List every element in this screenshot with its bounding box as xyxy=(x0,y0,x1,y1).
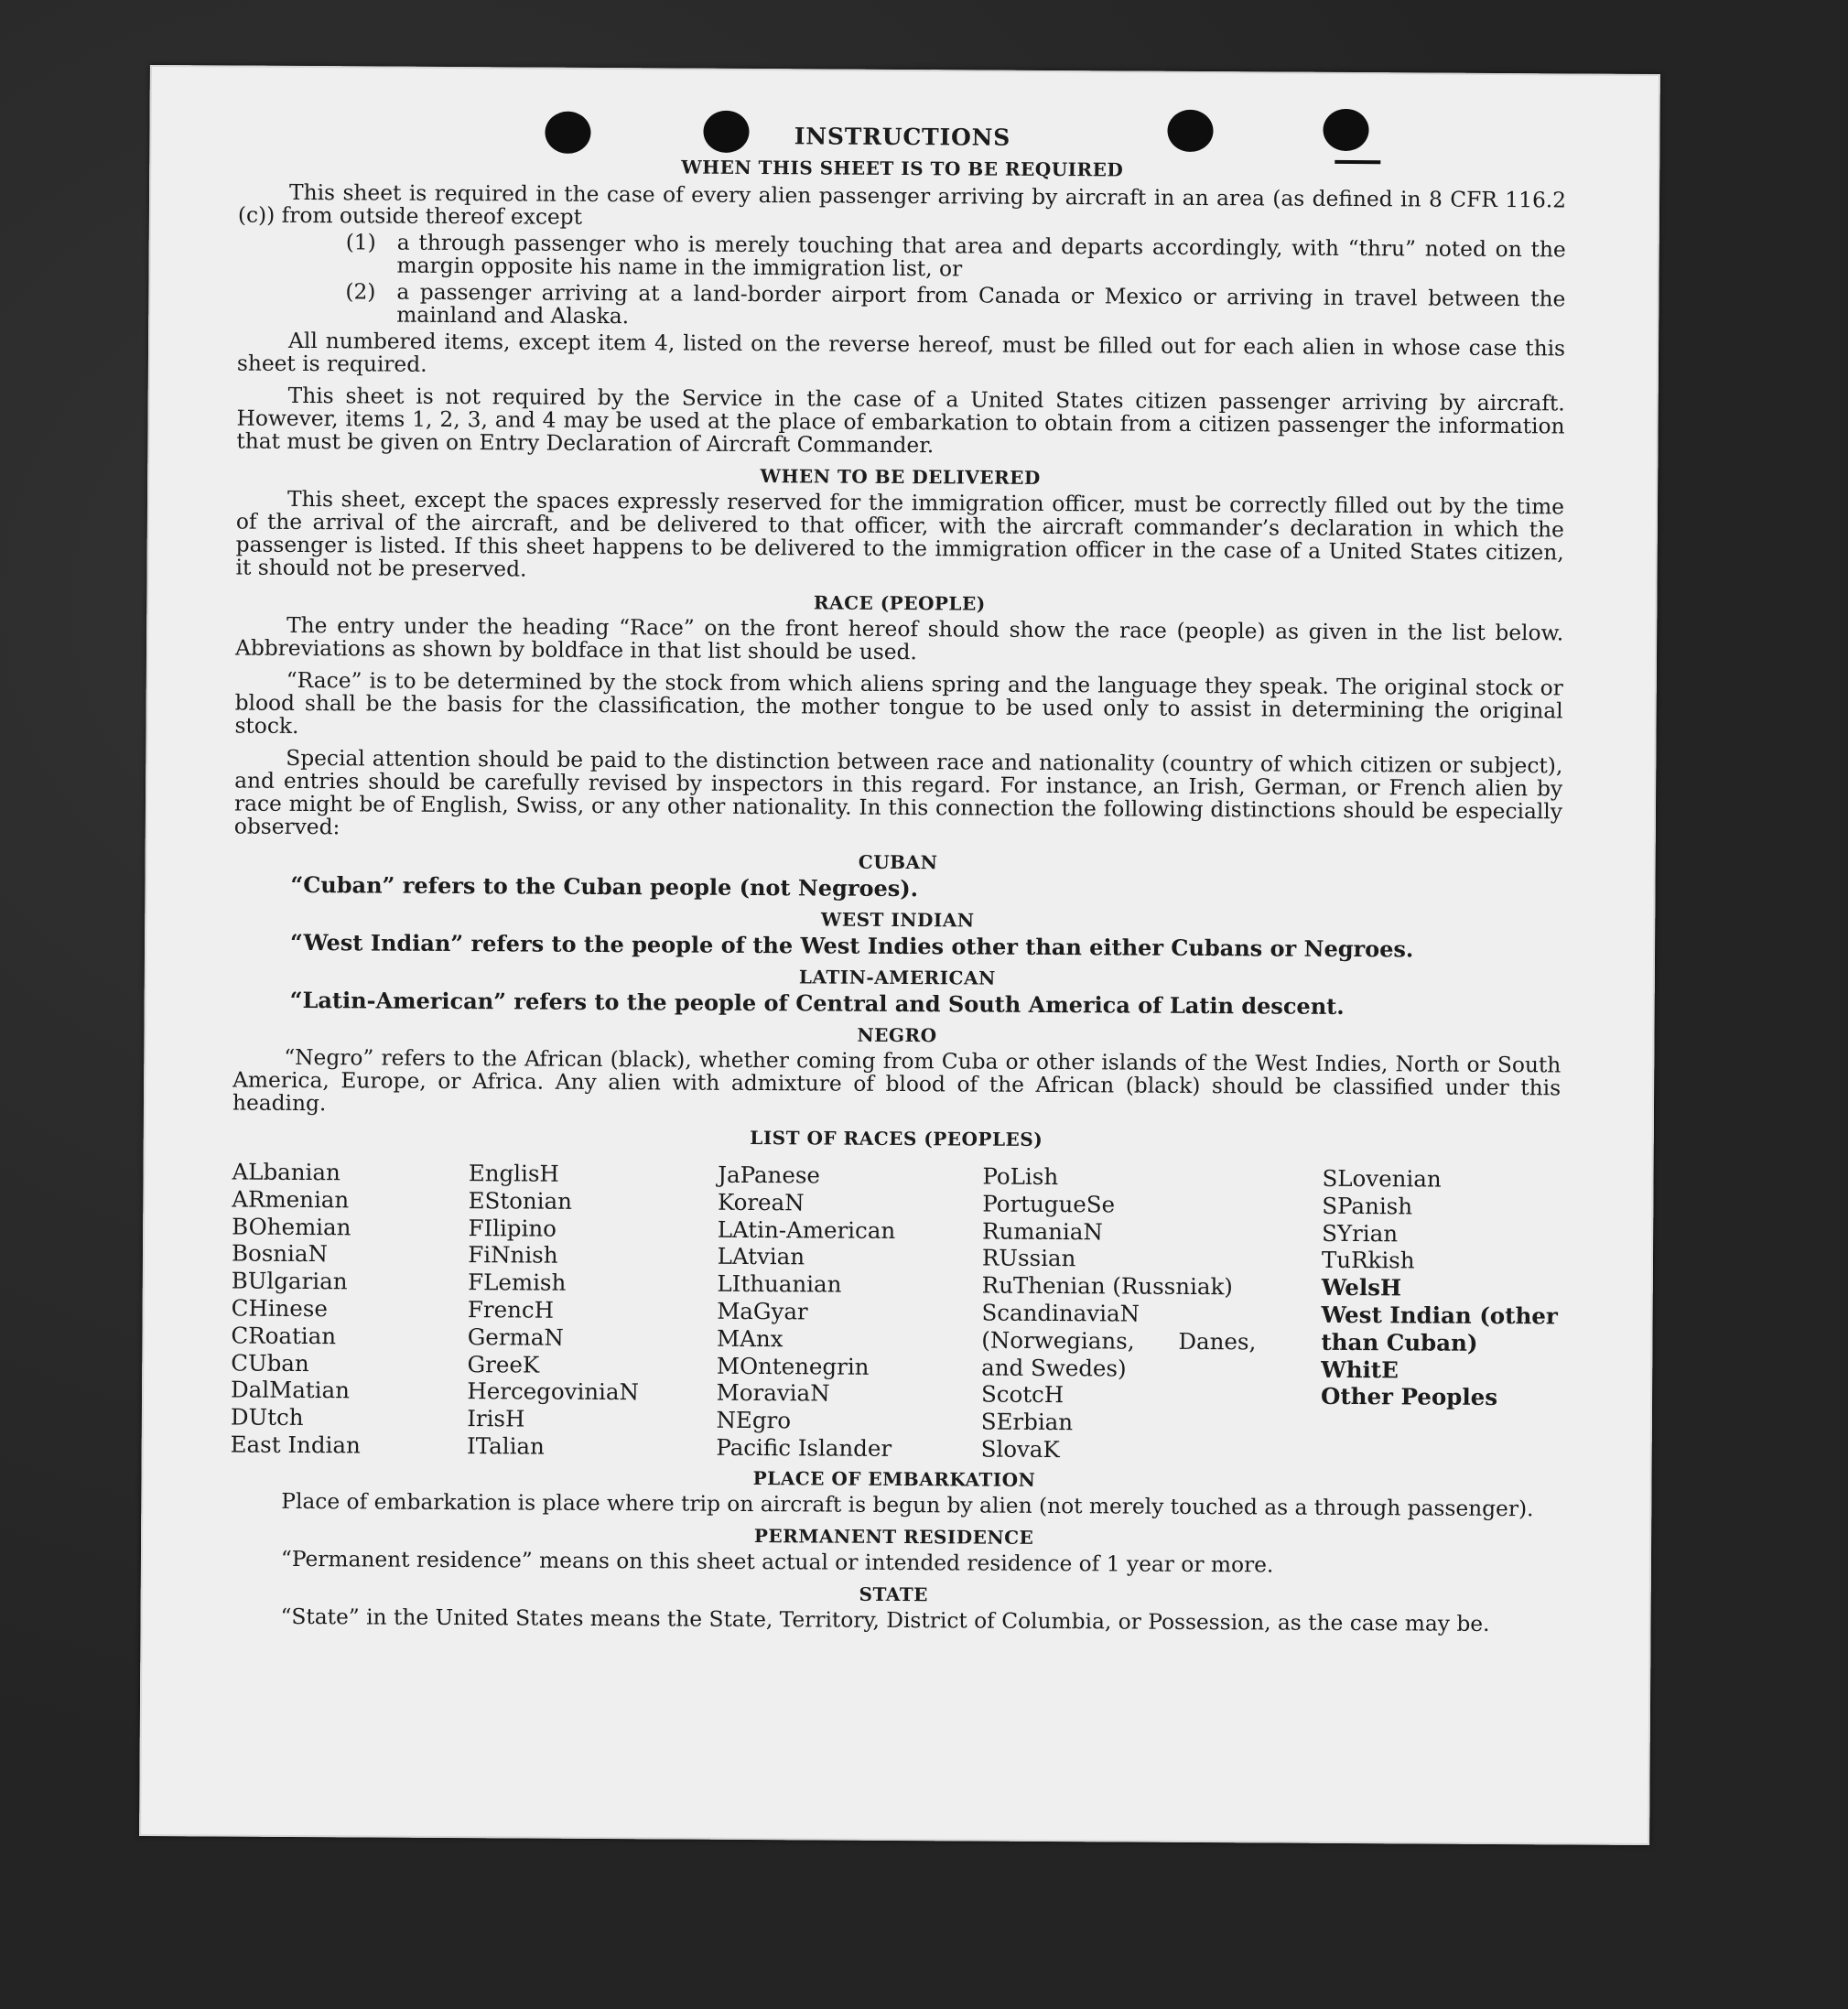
race-column-2 xyxy=(467,1160,718,1461)
race-item: CRoatian xyxy=(231,1322,337,1350)
race-item: LAtin-American xyxy=(717,1215,896,1244)
document-page xyxy=(139,65,1660,1845)
race-item: MAnx xyxy=(717,1324,784,1353)
race-item: Pacific Islander xyxy=(716,1433,892,1462)
race-item: ITalian xyxy=(466,1432,545,1460)
list-number: (1) xyxy=(345,230,376,255)
race-item: PortugueSe xyxy=(982,1190,1116,1218)
race-item: ScotcH xyxy=(980,1380,1064,1409)
race-item: EStonian xyxy=(468,1186,573,1215)
section-heading-embarkation: PLACE OF EMBARKATION xyxy=(752,1466,1036,1491)
section-heading-negro: NEGRO xyxy=(857,1023,937,1047)
race-item: SYrian xyxy=(1322,1219,1399,1247)
race-item: JaPanese xyxy=(718,1161,821,1189)
list-text: a passenger arriving at a land-border airport from Canada or Mexico or arriving in travel between the mainland and Alaska. xyxy=(396,279,1566,329)
race-column-3 xyxy=(716,1161,982,1464)
paragraph: This sheet is required in the case of every alien passenger arriving by aircraft in an area (as defined in 8 CFR 116.2 (c)) from outside thereof except xyxy=(237,179,1567,230)
race-item: CUban xyxy=(231,1349,309,1377)
race-item: East Indian xyxy=(230,1431,361,1459)
paragraph: The entry under the heading “Race” on the front hereof should show the race (people) as given in the list below. Abbreviations as shown by boldface in that list should be used. xyxy=(234,612,1564,665)
paragraph: “Negro” refers to the African (black), whether coming from Cuba or other islands of the West Indies, North or South America, Europe, or Africa. Any alien with admixture of blood of the African (black) should be classified under this heading. xyxy=(232,1044,1562,1117)
race-item: EnglisH xyxy=(468,1160,559,1187)
page-title: INSTRUCTIONS xyxy=(794,123,1011,151)
race-item: FrencH xyxy=(467,1296,555,1323)
race-item: WelsH xyxy=(1321,1274,1402,1302)
race-item: LAtvian xyxy=(717,1243,805,1270)
race-item: TuRkish xyxy=(1321,1247,1415,1274)
race-column-5 xyxy=(1321,1165,1561,1466)
section-heading-race: RACE (PEOPLE) xyxy=(813,591,986,615)
race-item: ALbanian xyxy=(232,1158,340,1186)
race-item: WhitE xyxy=(1321,1356,1399,1383)
paragraph: Special attention should be paid to the distinction between race and nationality (country of which citizen or subject), and entries should be carefully revised by inspectors in this regard. For instance, an Irish, German, or French alien by race might be of English, Swiss, or any other nationality. In this connection the following distinctions should be especially observed: xyxy=(233,745,1563,840)
race-item: GreeK xyxy=(467,1350,540,1378)
race-item: MOntenegrin xyxy=(716,1352,870,1380)
race-item: Other Peoples xyxy=(1320,1383,1498,1411)
section-heading-residence: PERMANENT RESIDENCE xyxy=(753,1524,1034,1549)
paragraph: Place of embarkation is place where trip on aircraft is begun by alien (not merely touched as a through passenger). xyxy=(281,1488,1534,1522)
race-item: NEgro xyxy=(716,1406,792,1434)
race-item: MoraviaN xyxy=(716,1379,830,1407)
section-heading-state: STATE xyxy=(859,1582,928,1605)
race-item: BosniaN xyxy=(231,1239,329,1268)
list-item xyxy=(345,280,1565,333)
race-item: PoLish xyxy=(982,1162,1059,1191)
race-item: DUtch xyxy=(230,1403,304,1431)
race-item: RuThenian (Russniak) xyxy=(981,1271,1234,1301)
race-item: MaGyar xyxy=(717,1297,808,1325)
paragraph: “Permanent residence” means on this sheet actual or intended residence of 1 year or more. xyxy=(280,1546,1274,1578)
race-list xyxy=(231,1159,1561,1467)
section-heading-west-indian: WEST INDIAN xyxy=(820,908,975,932)
race-item: West Indian (other than Cuban) xyxy=(1321,1301,1558,1356)
race-item: LIthuanian xyxy=(717,1269,842,1298)
race-item: SLovenian xyxy=(1322,1164,1442,1193)
paragraph: This sheet is not required by the Service in the case of a United States citizen passenger arriving by aircraft. However, items 1, 2, 3, and 4 may be used at the place of embarkation to obtain from a citizen passenger the information that must be given on Entry Declaration of Aircraft Commander. xyxy=(236,383,1565,459)
race-item: ScandinaviaN (Norwegians, Danes, and Swedes) xyxy=(981,1299,1257,1382)
race-item: SErbian xyxy=(980,1408,1074,1436)
section-heading-when-delivered: WHEN TO BE DELIVERED xyxy=(760,465,1041,489)
paragraph: “Race” is to be determined by the stock from which aliens spring and the language they speak. The original stock or blood shall be the basis for the classification, the mother tongue to be used only to assist in determining the original stock. xyxy=(234,667,1563,739)
race-item: SlovaK xyxy=(980,1435,1060,1464)
race-column-1 xyxy=(231,1159,469,1460)
race-column-4 xyxy=(981,1163,1323,1465)
race-item: FIlipino xyxy=(468,1214,557,1242)
section-heading-latin-american: LATIN-AMERICAN xyxy=(798,966,996,989)
race-item: FiNnish xyxy=(468,1241,558,1269)
race-item: BOhemian xyxy=(232,1213,351,1240)
race-item: HercegoviniaN xyxy=(467,1377,640,1406)
race-item: CHinese xyxy=(231,1294,329,1323)
definition: “Latin-American” refers to the people of Central and South America of Latin descent. xyxy=(289,986,1345,1020)
race-item: RUssian xyxy=(981,1244,1076,1272)
section-heading-cuban: CUBAN xyxy=(858,850,938,874)
definition: “West Indian” refers to the people of the West Indies other than either Cubans or Negroes. xyxy=(289,928,1414,963)
list-text: a through passenger who is merely touching that area and departs accordingly, with “thru” noted on the margin opposite his name in the immigration list, or xyxy=(396,230,1566,282)
section-heading-list-of-races: LIST OF RACES (PEOPLES) xyxy=(750,1127,1043,1150)
race-item: FLemish xyxy=(468,1269,567,1296)
definition: “Cuban” refers to the Cuban people (not Negroes). xyxy=(290,870,919,902)
instructions-body xyxy=(229,123,1566,1636)
race-item: IrisH xyxy=(467,1405,525,1432)
race-item: ARmenian xyxy=(232,1185,350,1214)
paragraph: “State” in the United States means the State, Territory, District of Columbia, or Possession, as the case may be. xyxy=(280,1604,1490,1636)
race-item: GermaN xyxy=(467,1323,564,1351)
section-heading-when-required: WHEN THIS SHEET IS TO BE REQUIRED xyxy=(681,156,1124,181)
race-item: BUlgarian xyxy=(231,1267,348,1295)
paragraph: All numbered items, except item 4, listed on the reverse hereof, must be filled out for each alien in whose case this sheet is required. xyxy=(236,328,1566,377)
race-item: RumaniaN xyxy=(981,1217,1103,1245)
list-number: (2) xyxy=(345,279,376,305)
race-item: SPanish xyxy=(1322,1192,1413,1220)
race-item: DalMatian xyxy=(230,1376,351,1404)
race-item: KoreaN xyxy=(717,1188,805,1216)
list-item xyxy=(346,231,1566,284)
paragraph: This sheet, except the spaces expressly reserved for the immigration officer, must be correctly filled out by the time of the arrival of the aircraft, and be delivered to that officer, with the aircraft commander’s declaration in which the passenger is listed. If this sheet happens to be delivered to the immigration officer in the case of a United States citizen, it should not be preserved. xyxy=(235,486,1565,582)
